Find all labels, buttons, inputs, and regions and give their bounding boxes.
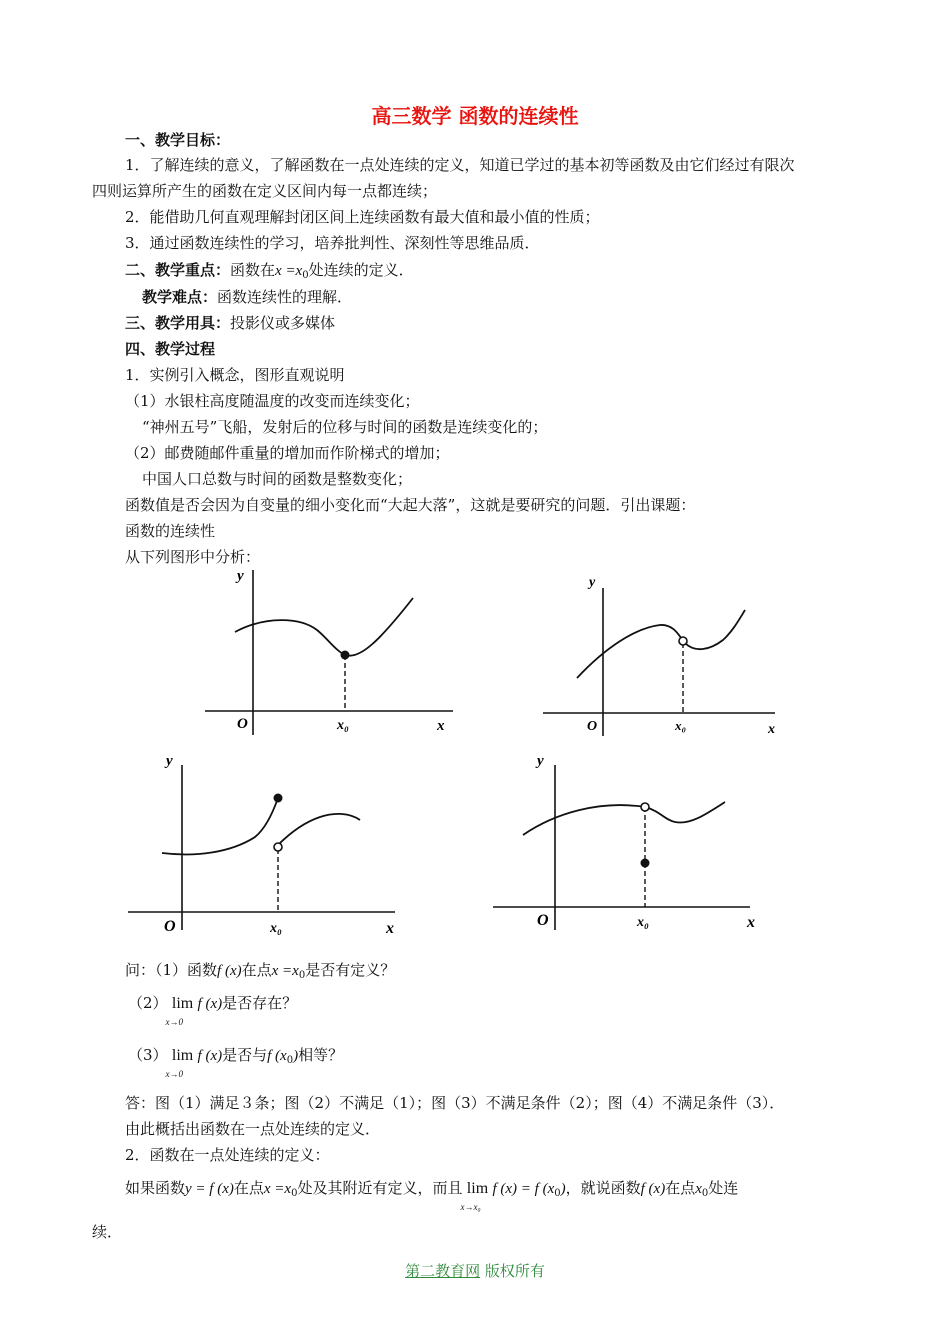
goal-2: 2．能借助几何直观理解封闭区间上连续函数有最大值和最小值的性质； xyxy=(125,208,600,226)
graph-3-y-label: y xyxy=(166,753,173,769)
graph-4-curve xyxy=(523,802,725,835)
q1-sub: 0 xyxy=(298,970,306,981)
graph-4-open-point xyxy=(641,803,649,811)
graph-4 xyxy=(485,745,775,945)
page-title: 高三数学 函数的连续性 xyxy=(371,104,579,128)
q3-lim-word: lim xyxy=(171,1047,194,1064)
definition-tail: 续． xyxy=(92,1223,123,1241)
key-heading: 二、教学重点： xyxy=(125,261,231,279)
process-6: 函数值是否会因为自变量的细小变化而“大起大落”，这就是要研究的问题．引出课题： xyxy=(125,496,696,514)
key-sub: 0 xyxy=(302,270,309,281)
question-2 xyxy=(128,993,298,1027)
graph-3-x-label: x xyxy=(386,920,394,937)
process-2: （1）水银柱高度随温度的改变而连续变化； xyxy=(125,392,420,410)
definition-line xyxy=(125,1178,739,1212)
q3-limit xyxy=(165,1046,198,1079)
process-heading: 四、教学过程 xyxy=(125,340,216,358)
difficulty-line xyxy=(142,287,352,307)
def-x-sub: 0 xyxy=(701,1188,709,1199)
graph-1-x-label: x xyxy=(437,718,445,734)
q2-limit xyxy=(165,994,198,1027)
graph-2 xyxy=(535,568,795,738)
goal-1-line-2: 四则运算所产生的函数在定义区间内每一点都连续； xyxy=(92,182,438,200)
q3-sub: 0 xyxy=(286,1055,294,1066)
def-b: 在点 xyxy=(233,1179,264,1197)
q2-lim-under: x→0 xyxy=(165,1017,184,1027)
process-7: 函数的连续性 xyxy=(125,522,216,540)
tools-text: 投影仪或多媒体 xyxy=(230,314,336,332)
def-lim-under: x→x₀ xyxy=(460,1202,481,1212)
q3-b: 是否与 xyxy=(222,1046,268,1064)
process-5: 中国人口总数与时间的函数是整数变化； xyxy=(142,470,413,488)
process-4: （2）邮费随邮件重量的增加而作阶梯式的增加； xyxy=(125,444,450,462)
graph-4-x-label: x xyxy=(747,914,755,931)
graph-3-solid-point xyxy=(274,794,283,803)
q3-f: f (x) xyxy=(197,1048,223,1064)
key-text-a: 函数在 xyxy=(230,261,276,279)
tools-heading: 三、教学用具： xyxy=(125,314,231,332)
graph-1-y-label: y xyxy=(237,568,244,584)
graph-3-right-curve xyxy=(278,814,360,845)
key-text-b: 处连续的定义． xyxy=(308,261,414,279)
graph-3-left-curve xyxy=(162,798,278,854)
goal-1-line-1: 1．了解连续的意义，了解函数在一点处连续的定义，知道已学过的基本初等函数及由它们经过有限次 xyxy=(125,156,795,174)
question-1 xyxy=(125,960,395,986)
def-sub: 0 xyxy=(291,1188,298,1199)
q3-g: f (x xyxy=(267,1048,287,1064)
q2-c: 是否存在？ xyxy=(222,994,298,1012)
def-e: 在点 xyxy=(665,1179,696,1197)
def-eq2: ) xyxy=(560,1181,566,1197)
graph-4-solid-point xyxy=(641,859,650,868)
q2-lim-word: lim xyxy=(171,995,194,1012)
key-point-line xyxy=(125,260,414,286)
tools-line xyxy=(125,313,335,333)
graph-3 xyxy=(120,745,420,945)
definition-heading: 2．函数在一点处连续的定义： xyxy=(125,1146,330,1164)
graph-4-y-label: y xyxy=(537,753,544,769)
graph-2-open-point xyxy=(679,637,687,645)
def-x: x xyxy=(695,1181,702,1197)
q1-m: x =x xyxy=(271,963,299,979)
graph-4-origin-label: O xyxy=(537,912,549,929)
q1-a: 问：（1）函数 xyxy=(125,961,218,979)
answer-1: 答：图（1）满足３条；图（2）不满足（1）；图（3）不满足条件（2）；图（4）不满足条件（3）． xyxy=(125,1094,785,1112)
difficulty-text: 函数连续性的理解． xyxy=(217,288,353,306)
goal-3: 3．通过函数连续性的学习，培养批判性、深刻性等思维品质． xyxy=(125,234,540,252)
def-a: 如果函数 xyxy=(125,1179,186,1197)
graph-4-x0-label: x₀ xyxy=(637,915,649,930)
q1-b: 在点 xyxy=(241,961,272,979)
def-lim-word: lim xyxy=(466,1180,489,1197)
def-limit xyxy=(460,1179,492,1212)
def-f2: f (x) xyxy=(640,1181,666,1197)
footer xyxy=(0,1260,950,1281)
question-3 xyxy=(128,1045,344,1079)
q1-f: f (x) xyxy=(217,963,242,979)
def-d: ，就说函数 xyxy=(565,1179,641,1197)
def-m: x =x xyxy=(263,1181,292,1197)
graph-2-x0-label: x₀ xyxy=(675,718,687,733)
difficulty-heading: 教学难点： xyxy=(142,288,218,306)
process-1: 1．实例引入概念，图形直观说明 xyxy=(125,366,345,384)
goals-heading: 一、教学目标： xyxy=(125,131,231,149)
footer-link[interactable]: 第二教育网 xyxy=(405,1262,481,1280)
def-eq-sub: 0 xyxy=(554,1188,561,1199)
def-eq: f (x) = f (x xyxy=(492,1181,555,1197)
q3-a: （3） xyxy=(128,1046,168,1064)
q2-a: （2） xyxy=(128,994,168,1012)
q2-f: f (x) xyxy=(197,996,223,1012)
graph-1-x0-label: x₀ xyxy=(337,718,349,733)
graph-3-open-point xyxy=(274,843,282,851)
graph-1 xyxy=(195,560,465,740)
graph-2-x-label: x xyxy=(768,722,775,737)
q1-c: 是否有定义？ xyxy=(305,961,396,979)
process-3: “神州五号”飞船，发射后的位移与时间的函数是连续变化的； xyxy=(142,418,548,436)
def-c: 处及其附近有定义，而且 xyxy=(297,1179,463,1197)
answer-2: 由此概括出函数在一点处连续的定义． xyxy=(125,1120,381,1138)
key-math: x =x xyxy=(275,263,303,279)
def-f: y = f (x) xyxy=(185,1181,234,1197)
def-g: 处连 xyxy=(708,1179,739,1197)
q3-g2: ) xyxy=(293,1048,299,1064)
process-8: 从下列图形中分析： xyxy=(125,548,261,566)
q3-lim-under: x→0 xyxy=(165,1069,184,1079)
footer-rest: 版权所有 xyxy=(480,1262,545,1280)
graph-3-x0-label: x₀ xyxy=(270,921,282,936)
graph-1-solid-point xyxy=(341,651,350,660)
graph-2-origin-label: O xyxy=(587,719,598,734)
graph-2-y-label: y xyxy=(589,575,596,590)
graph-1-origin-label: O xyxy=(237,716,248,732)
graph-1-curve xyxy=(235,598,413,656)
q3-c: 相等？ xyxy=(298,1046,344,1064)
graph-3-origin-label: O xyxy=(164,918,176,935)
